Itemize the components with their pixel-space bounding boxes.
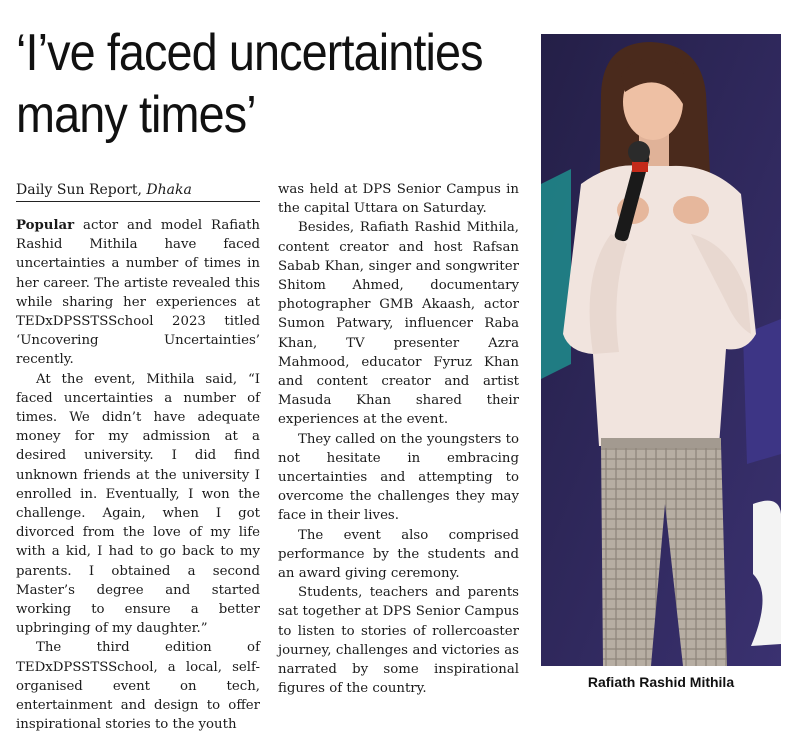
byline-source: Daily Sun Report,: [16, 182, 142, 198]
paragraph-7: Students, teachers and parents sat together at DPS Senior Campus to listen to stories of rollercoaster journey, challenges and victories as narrated by some inspirational figures of the country.: [278, 585, 519, 697]
paragraph-1-text: actor and model Rafiath Rashid Mithila have faced uncertainties a number of times in her career. The artiste revealed this while sharing her experiences at TEDxDPSSTSSchool 2023 titled ‘Uncovering Uncertainties’ recently.: [16, 218, 260, 368]
headline-line-1: ‘I’ve faced uncertainties: [16, 24, 483, 82]
photo-caption: Rafiath Rashid Mithila: [587, 674, 735, 690]
waistband: [601, 438, 721, 448]
paragraph-4: Besides, Rafiath Rashid Mithila, content creator and host Rafsan Sabab Khan, singer and songwriter Shitom Ahmed, documentary photographer GMB Akaash, actor Sumon Patwary, influencer Raba Khan, TV presenter Azra Mahmood, educator Fyruz Khan and content creator and artist Masuda Khan shared their experiences at the event.: [278, 220, 519, 428]
headline-line-2: many times’: [16, 86, 256, 144]
backdrop-screen-left: [541, 169, 571, 379]
paragraph-3: The third edition of TEDxDPSSTSSchool, a local, self-organised event on tech, entertainment and design to offer inspirational stories to the youth: [16, 640, 260, 733]
paragraph-1: [16, 216, 260, 370]
speaker-photo: [541, 34, 781, 666]
speaker-illustration: [541, 34, 781, 666]
paragraph-2: At the event, Mithila said, “I faced uncertainties a number of times. We didn’t have adequate money for my admission at a desired university. I did find unknown friends at the university I enrolled in. Eventually, I won the challenge. Again, when I got divorced from the love of my life with a kid, I had to go back to my parents. I obtained a second Master’s degree and started working to ensure a better upbringing of my daughter.”: [16, 371, 260, 637]
lead-word: Popular: [16, 218, 75, 233]
article-column-2: [278, 180, 519, 695]
headline: [16, 22, 484, 146]
right-hand: [673, 196, 709, 224]
paragraph-3-continued: was held at DPS Senior Campus in the capital Uttara on Saturday.: [278, 182, 519, 217]
byline: [16, 180, 260, 202]
paragraph-6: The event also comprised performance by the students and an award giving ceremony.: [278, 527, 519, 582]
paragraph-5: They called on the youngsters to not hesitate in embracing uncertainties and attempting to overcome the challenges they may face in their lives.: [278, 431, 519, 524]
byline-location: Dhaka: [146, 182, 192, 198]
article-column-1: [16, 180, 260, 733]
